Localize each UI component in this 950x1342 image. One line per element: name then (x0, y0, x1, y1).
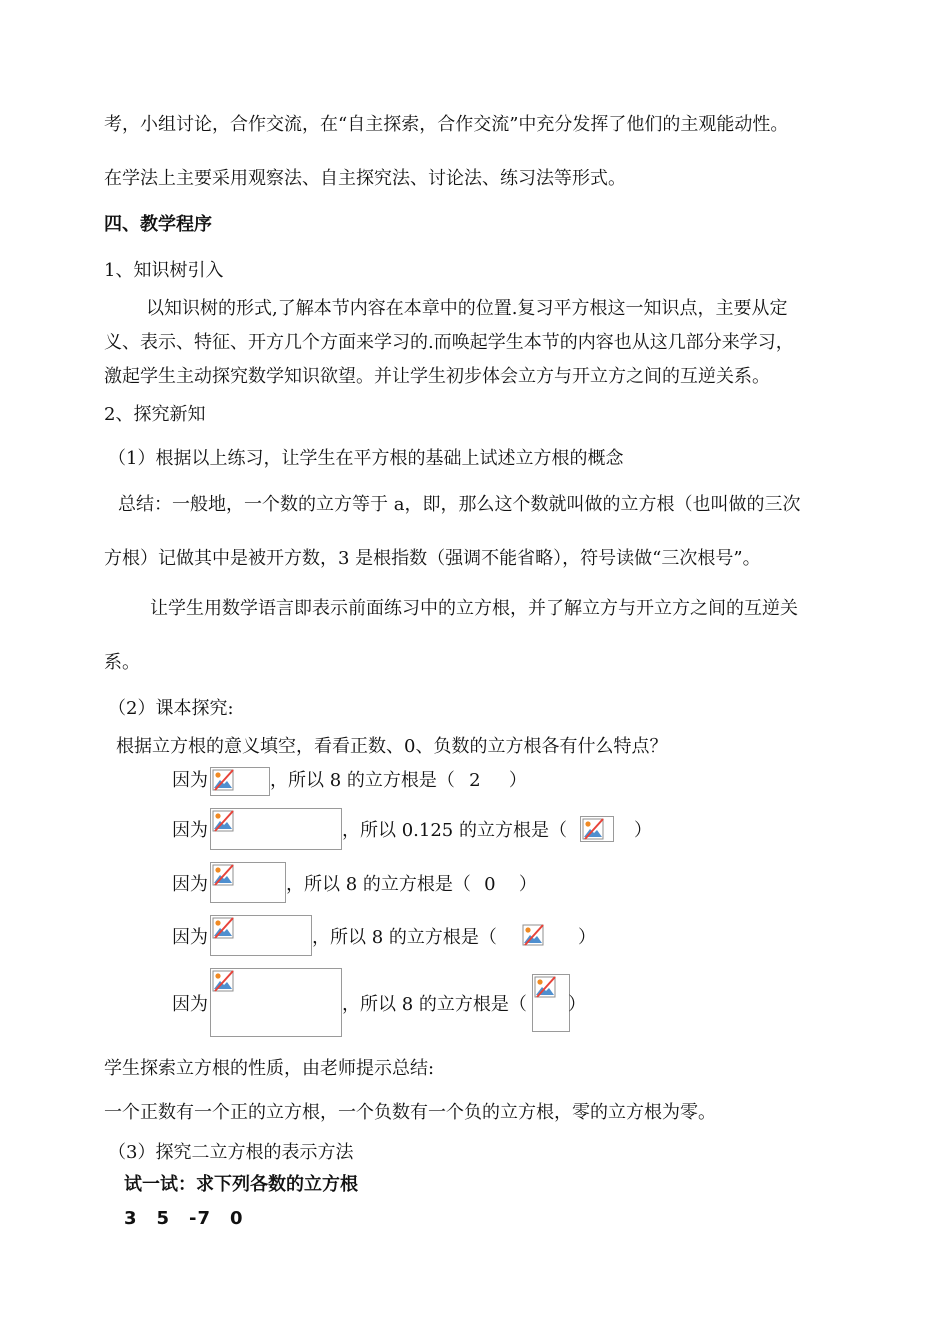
fill-row-3 (172, 872, 208, 898)
because-label: 因为 (172, 770, 208, 791)
paragraph-learning-methods: 在学法上主要采用观察法、自主探究法、讨论法、练习法等形式。 (104, 168, 626, 189)
fill-row-4 (172, 925, 208, 951)
broken-image-icon (212, 810, 234, 832)
section-heading-4: 四、教学程序 (104, 214, 212, 235)
subsection-1-title: 1、知识树引入 (104, 260, 224, 281)
answer-image-placeholder (532, 974, 570, 1032)
paragraph-continuation: 考，小组讨论，合作交流，在“自主探索，合作交流”中充分发挥了他们的主观能动性。 (104, 114, 789, 135)
close-paren: ） (634, 820, 652, 841)
fill-row-3-tail (286, 872, 537, 898)
broken-image-icon (212, 970, 234, 992)
question-2: （2）课本探究: (108, 698, 234, 719)
subsection-1-line-2: 义、表示、特征、开方几个方面来学习的.而唤起学生本节的内容也从这几部分来学习， (104, 332, 794, 353)
formula-image-placeholder (210, 915, 312, 956)
fill-row-1 (172, 768, 208, 794)
so-label: ，所以 0.125 的立方根是（ (342, 820, 567, 841)
fill-row-2-tail (342, 818, 567, 844)
because-label: 因为 (172, 994, 208, 1015)
close-paren: ） (518, 874, 537, 895)
fill-row-5-close (568, 992, 586, 1018)
fill-row-1-tail (270, 768, 527, 794)
broken-image-icon (212, 864, 234, 886)
so-label: ，所以 8 的立方根是（ (342, 994, 527, 1015)
number-list: 3 5 -7 0 (124, 1208, 244, 1229)
close-paren: ） (508, 770, 527, 791)
broken-image-icon (212, 917, 234, 939)
subsection-1-line-3: 激起学生主动探究数学知识欲望。并让学生初步体会立方与开立方之间的互逆关系。 (104, 366, 770, 387)
fill-row-5-tail (342, 992, 527, 1018)
broken-image-icon (522, 924, 544, 946)
answer-image-placeholder (521, 923, 551, 949)
close-paren: ） (568, 994, 586, 1015)
summary-line-1: 总结：一般地，一个数的立方等于 a，即，那么这个数就叫做的立方根（也叫做的三次 (118, 494, 801, 515)
question-3: （3）探究二立方根的表示方法 (108, 1142, 354, 1163)
instruction-line-2: 系。 (104, 652, 140, 673)
answer-image-placeholder (580, 816, 614, 842)
subsection-1-line-1: 以知识树的形式,了解本节内容在本章中的位置.复习平方根这一知识点，主要从定 (146, 298, 788, 319)
summary-line-2: 方根）记做其中是被开方数，3 是根指数（强调不能省略），符号读做“三次根号”。 (104, 548, 761, 569)
question-1: （1）根据以上练习，让学生在平方根的基础上试述立方根的概念 (108, 448, 624, 469)
answer-value: 0 (484, 874, 496, 895)
so-label: ，所以 8 的立方根是（ (286, 874, 471, 895)
fill-row-2-close (634, 818, 652, 844)
so-label: ，所以 8 的立方根是（ (270, 770, 455, 791)
property-statement: 一个正数有一个正的立方根，一个负数有一个负的立方根，零的立方根为零。 (104, 1102, 716, 1123)
question-2-intro: 根据立方根的意义填空，看看正数、0、负数的立方根各有什么特点？ (116, 736, 668, 757)
fill-row-5 (172, 992, 208, 1018)
answer-value: 2 (469, 770, 481, 791)
because-label: 因为 (172, 927, 208, 948)
property-intro: 学生探索立方根的性质，由老师提示总结: (104, 1058, 435, 1079)
try-it-heading: 试一试：求下列各数的立方根 (124, 1174, 358, 1195)
close-paren: ） (578, 927, 596, 948)
formula-image-placeholder (210, 808, 342, 850)
subsection-2-title: 2、探究新知 (104, 404, 206, 425)
fill-row-4-close (578, 925, 596, 951)
fill-row-4-tail (312, 925, 497, 951)
so-label: ，所以 8 的立方根是（ (312, 927, 497, 948)
broken-image-icon (582, 818, 604, 840)
broken-image-icon (212, 769, 234, 791)
formula-image-placeholder (210, 767, 270, 796)
formula-image-placeholder (210, 968, 342, 1037)
formula-image-placeholder (210, 862, 286, 903)
because-label: 因为 (172, 820, 208, 841)
broken-image-icon (534, 976, 556, 998)
instruction-line-1: 让学生用数学语言即表示前面练习中的立方根，并了解立方与开立方之间的互逆关 (150, 598, 798, 619)
fill-row-2 (172, 818, 208, 844)
because-label: 因为 (172, 874, 208, 895)
